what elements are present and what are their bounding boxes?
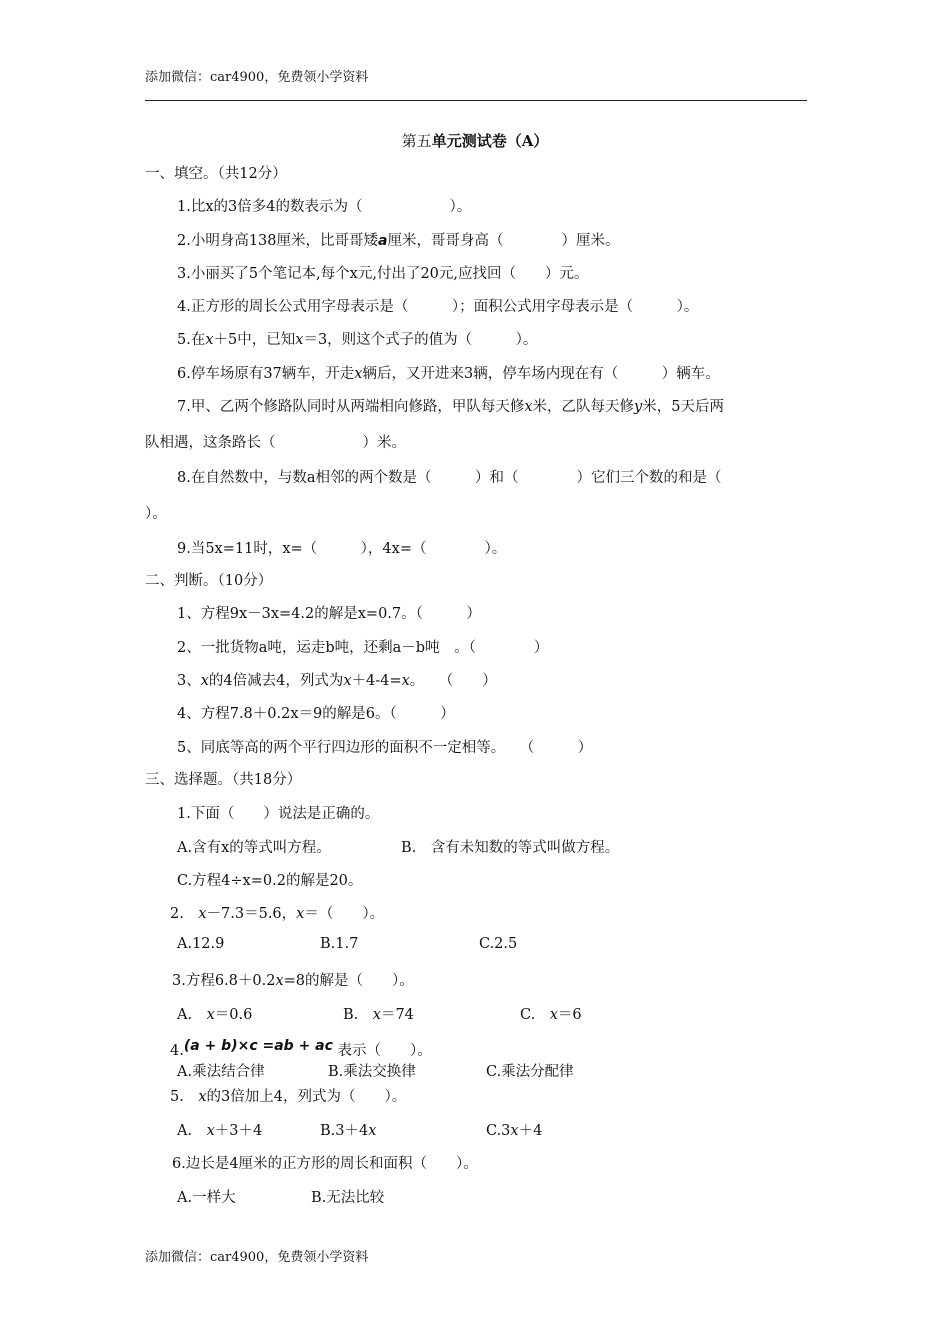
var-y: y — [634, 399, 643, 415]
choice-q5-option-b — [320, 1119, 376, 1140]
choice-q2 — [170, 902, 384, 923]
choice-q2-part1: 2. — [170, 906, 199, 922]
option-value: ＝74 — [380, 1007, 414, 1023]
choice-q3 — [172, 969, 414, 990]
choice-q1-option-b: B. 含有未知数的等式叫做方程。 — [401, 840, 620, 856]
choice-q3-option-c — [520, 1003, 582, 1024]
var-x: x — [343, 673, 352, 689]
option-label: C. — [520, 1007, 550, 1023]
fill-q5-part3: ＝3，则这个式子的值为（ ）。 — [303, 332, 538, 348]
var-x: x — [510, 1123, 519, 1139]
fill-q2-part1: 2.小明身高138厘米，比哥哥矮 — [177, 233, 379, 249]
var-x: x — [275, 973, 284, 989]
choice-q3-part1: 3.方程6.8＋0.2 — [172, 973, 276, 989]
var-x: x — [372, 1007, 381, 1023]
choice-q1: 1.下面（ ）说法是正确的。 — [177, 806, 380, 822]
choice-q4 — [170, 1034, 432, 1059]
var-x: x — [368, 1123, 377, 1139]
fill-q7-part3: 米，5天后两 — [642, 399, 724, 415]
judge-q1: 1、方程9x－3x=4.2的解是x=0.7。（ ） — [177, 606, 481, 622]
var-x: x — [401, 673, 410, 689]
choice-q5-part2: 的3倍加上4，列式为（ ）。 — [206, 1089, 407, 1105]
judge-q3 — [177, 669, 497, 690]
choice-q4-part2: 表示（ ）。 — [337, 1043, 432, 1059]
fill-q1: 1.比x的3倍多4的数表示为（ ）。 — [177, 199, 472, 215]
title-bold: 单元测试卷（A） — [431, 132, 549, 150]
fill-q9: 9.当5x=11时，x=（ ），4x=（ ）。 — [177, 541, 507, 557]
choice-q2-option-c: C.2.5 — [479, 936, 518, 952]
fill-q5-part2: ＋5中，已知 — [213, 332, 296, 348]
var-x: x — [206, 1007, 215, 1023]
fill-q7-continued: 队相遇，这条路长（ ）米。 — [145, 435, 406, 451]
var-x: x — [206, 1123, 215, 1139]
title-prefix: 第五 — [401, 132, 432, 150]
choice-q4-option-b: B.乘法交换律 — [328, 1064, 416, 1080]
choice-q2-option-b: B.1.7 — [320, 936, 359, 952]
page-header: 添加微信：car4900，免费领小学资料 — [145, 70, 369, 85]
choice-q5 — [170, 1085, 406, 1106]
fill-q5 — [177, 328, 537, 349]
option-label: B. — [343, 1007, 373, 1023]
fill-q7-part1: 7.甲、乙两个修路队同时从两端相向修路，甲队每天修 — [177, 399, 525, 415]
judge-q3-part4: 。 （ ） — [409, 673, 497, 689]
fill-q2-var: a — [378, 233, 388, 249]
fill-q6-part1: 6.停车场原有37辆车，开走 — [177, 366, 355, 382]
fill-q6-part2: 辆后，又开进来3辆，停车场内现在有（ ）辆车。 — [362, 366, 720, 382]
choice-q1-option-a: A.含有x的等式叫方程。 — [177, 840, 331, 856]
judge-q4: 4、方程7.8＋0.2x＝9的解是6。（ ） — [177, 706, 455, 722]
var-x: x — [295, 332, 304, 348]
var-x: x — [198, 906, 207, 922]
choice-q6: 6.边长是4厘米的正方形的周长和面积（ ）。 — [172, 1156, 478, 1172]
option-value: ＝6 — [557, 1007, 582, 1023]
choice-q5-option-c — [486, 1119, 542, 1140]
var-x: x — [549, 1007, 558, 1023]
var-x: x — [198, 1089, 207, 1105]
fill-q2-part2: 厘米，哥哥身高（ ）厘米。 — [387, 233, 620, 249]
judge-q3-part2: 的4倍减去4，列式为 — [208, 673, 344, 689]
choice-q2-option-a: A.12.9 — [177, 936, 225, 952]
option-label: C.3 — [486, 1123, 511, 1139]
choice-q3-option-a — [177, 1003, 252, 1024]
fill-q3: 3.小丽买了5个笔记本,每个x元,付出了20元,应找回（ ）元。 — [177, 266, 589, 282]
page-footer: 添加微信：car4900，免费领小学资料 — [145, 1250, 369, 1265]
var-x: x — [354, 366, 363, 382]
fill-q4: 4.正方形的周长公式用字母表示是（ ）；面积公式用字母表示是（ ）。 — [177, 299, 699, 315]
choice-q4-option-c: C.乘法分配律 — [486, 1064, 574, 1080]
option-label: A. — [177, 1007, 207, 1023]
section-choice-heading: 三、选择题。（共18分） — [145, 772, 302, 788]
var-x: x — [205, 332, 214, 348]
option-value: ＋4 — [518, 1123, 543, 1139]
choice-q4-formula: (a + b)×c =ab + ac — [183, 1038, 333, 1054]
judge-q3-part3: ＋4-4= — [351, 673, 402, 689]
section-judge-heading: 二、判断。（10分） — [145, 573, 273, 589]
choice-q6-option-a: A.一样大 — [177, 1190, 236, 1206]
judge-q3-part1: 3、 — [177, 673, 201, 689]
section-fill-heading: 一、填空。（共12分） — [145, 166, 287, 182]
choice-q3-part2: =8的解是（ ）。 — [283, 973, 414, 989]
choice-q5-part1: 5. — [170, 1089, 199, 1105]
fill-q7 — [177, 395, 724, 416]
fill-q2 — [177, 229, 619, 250]
header-rule — [145, 100, 807, 101]
page-title — [0, 130, 950, 151]
fill-q6 — [177, 362, 720, 383]
choice-q2-part3: ＝（ ）。 — [304, 906, 385, 922]
fill-q7-part2: 米，乙队每天修 — [532, 399, 635, 415]
choice-q6-option-b: B.无法比较 — [311, 1190, 385, 1206]
choice-q4-number: 4. — [170, 1043, 184, 1059]
choice-q1-option-c: C.方程4÷x=0.2的解是20。 — [177, 873, 363, 889]
choice-q4-option-a: A.乘法结合律 — [177, 1064, 265, 1080]
fill-q5-part1: 5.在 — [177, 332, 206, 348]
var-x: x — [200, 673, 209, 689]
option-label: B.3＋4 — [320, 1123, 369, 1139]
choice-q5-option-a — [177, 1119, 262, 1140]
option-label: A. — [177, 1123, 207, 1139]
judge-q2: 2、一批货物a吨，运走b吨，还剩a－b吨 。（ ） — [177, 640, 549, 656]
option-value: ＋3＋4 — [214, 1123, 263, 1139]
var-x: x — [296, 906, 305, 922]
choice-q2-part2: －7.3＝5.6， — [206, 906, 297, 922]
fill-q8: 8.在自然数中，与数a相邻的两个数是（ ）和（ ）它们三个数的和是（ — [177, 470, 722, 486]
option-value: ＝0.6 — [214, 1007, 253, 1023]
var-x: x — [524, 399, 533, 415]
fill-q8-continued: ）。 — [145, 506, 167, 522]
judge-q5: 5、同底等高的两个平行四边形的面积不一定相等。 （ ） — [177, 740, 593, 756]
choice-q3-option-b — [343, 1003, 414, 1024]
